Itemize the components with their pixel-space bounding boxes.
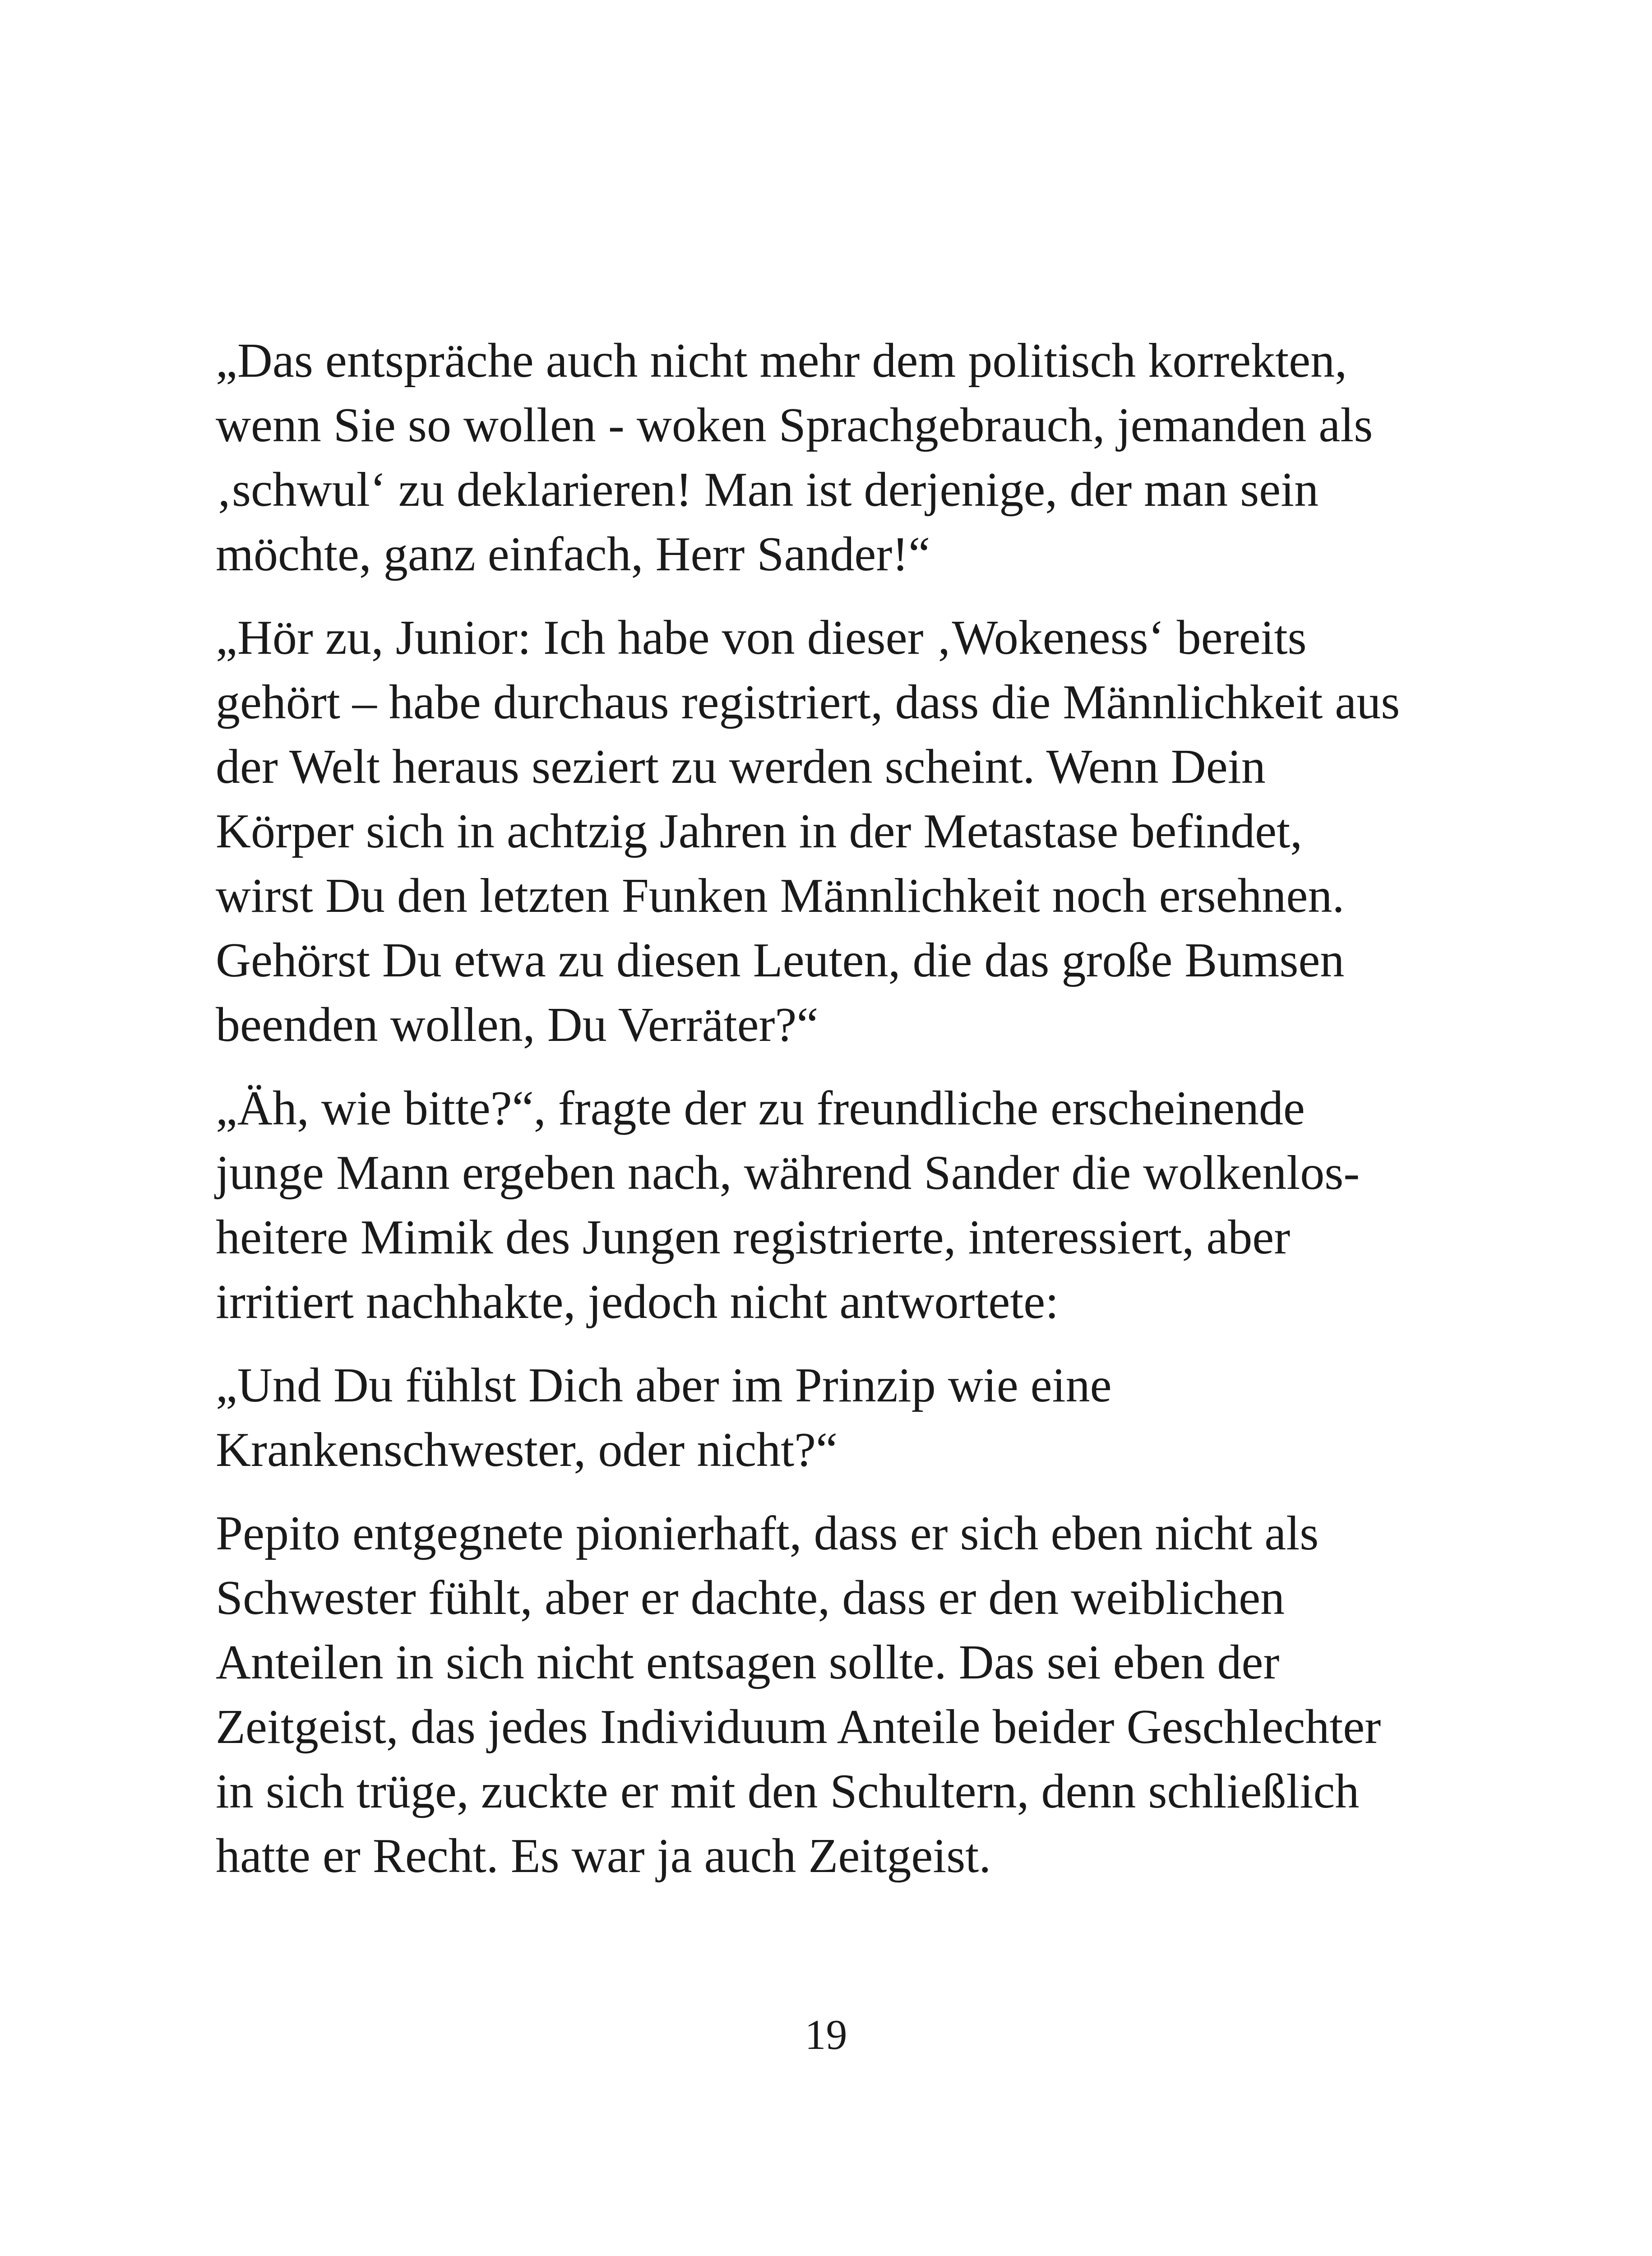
text-line: in sich trüge, zuckte er mit den Schultern, denn schließlich — [216, 1765, 1360, 1818]
text-line: irritiert nachhakte, jedoch nicht antwortete: — [216, 1275, 1059, 1329]
text-line: „Äh, wie bitte?“, fragte der zu freundliche erscheinende — [216, 1082, 1305, 1135]
text-line: Pepito entgegnete pionierhaft, dass er sich eben nicht als — [216, 1507, 1319, 1560]
text-line: Gehörst Du etwa zu diesen Leuten, die das große Bumsen — [216, 934, 1345, 987]
text-line: wenn Sie so wollen - woken Sprachgebrauch, jemanden als — [216, 398, 1373, 452]
text-line: Zeitgeist, das jedes Individuum Anteile beider Geschlechter — [216, 1700, 1381, 1754]
text-line: ‚schwul‘ zu deklarieren! Man ist derjenige, der man sein — [216, 463, 1319, 517]
paragraph-4 — [216, 1353, 1533, 1482]
text-line: Krankenschwester, oder nicht?“ — [216, 1423, 838, 1477]
text-line: gehört – habe durchaus registriert, dass die Männlichkeit aus — [216, 675, 1400, 729]
page-body — [216, 328, 1533, 1907]
text-line: „Und Du fühlst Dich aber im Prinzip wie eine — [216, 1359, 1112, 1412]
text-line: heitere Mimik des Jungen registrierte, interessiert, aber — [216, 1211, 1291, 1264]
text-line: Schwester fühlt, aber er dachte, dass er den weiblichen — [216, 1571, 1285, 1625]
text-line: wirst Du den letzten Funken Männlichkeit noch ersehnen. — [216, 869, 1345, 923]
text-line: beenden wollen, Du Verräter?“ — [216, 998, 819, 1052]
paragraph-3 — [216, 1076, 1533, 1334]
text-line: Körper sich in achtzig Jahren in der Metastase befindet, — [216, 804, 1303, 858]
text-line: möchte, ganz einfach, Herr Sander!“ — [216, 527, 930, 581]
paragraph-1 — [216, 328, 1533, 587]
text-line: Anteilen in sich nicht entsagen sollte. Das sei eben der — [216, 1636, 1280, 1689]
paragraph-5 — [216, 1501, 1533, 1888]
text-line: junge Mann ergeben nach, während Sander die wolkenlos- — [216, 1146, 1360, 1200]
text-line: der Welt heraus seziert zu werden scheint. Wenn Dein — [216, 740, 1266, 794]
text-line: „Das entspräche auch nicht mehr dem politisch korrekten, — [216, 334, 1347, 388]
paragraph-2 — [216, 606, 1533, 1057]
text-line: hatte er Recht. Es war ja auch Zeitgeist. — [216, 1829, 991, 1883]
text-line: „Hör zu, Junior: Ich habe von dieser ‚Wokeness‘ bereits — [216, 611, 1307, 665]
page-number: 19 — [805, 2011, 847, 2058]
